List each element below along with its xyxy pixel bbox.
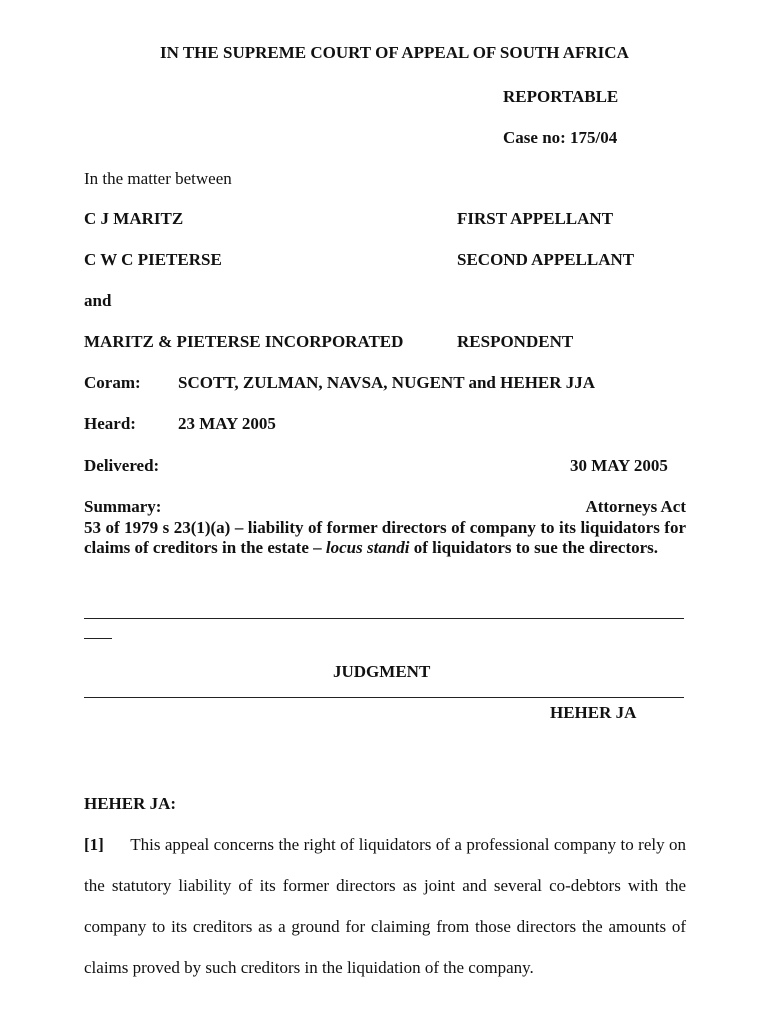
summary-label: Summary: <box>84 497 162 516</box>
coram-value: SCOTT, ZULMAN, NAVSA, NUGENT and HEHER JJA <box>178 373 596 392</box>
matter-intro: In the matter between <box>84 169 232 188</box>
paragraph-1 <box>84 824 686 988</box>
reportable-label: REPORTABLE <box>503 87 619 106</box>
summary-header <box>84 497 686 517</box>
heard-value: 23 MAY 2005 <box>178 414 276 433</box>
party-name-1: C J MARITZ <box>84 209 184 228</box>
delivered-value: 30 MAY 2005 <box>570 456 668 475</box>
party-role-2: SECOND APPELLANT <box>457 250 635 269</box>
respondent-name: MARITZ & PIETERSE INCORPORATED <box>84 332 404 351</box>
paragraph-number: [1] <box>84 835 104 854</box>
summary-act: Attorneys Act <box>585 497 686 516</box>
party-name-2: C W C PIETERSE <box>84 250 222 269</box>
divider-top-continuation <box>84 638 112 639</box>
case-number: Case no: 175/04 <box>503 128 618 147</box>
paragraph-text: This appeal concerns the right of liquidators of a professional company to rely on the statutory liability of its former directors as joint and several co-debtors with the company to its creditors as a ground for claiming from those directors the amounts of claims proved by such creditors in the liquidation of the company. <box>84 835 687 977</box>
coram-label: Coram: <box>84 373 141 392</box>
and-label: and <box>84 291 112 310</box>
respondent-role: RESPONDENT <box>457 332 574 351</box>
court-heading: IN THE SUPREME COURT OF APPEAL OF SOUTH AFRICA <box>160 43 629 62</box>
summary-text-part-1: 53 of 1979 s 23(1)(a) – liability of former directors of company to its liquidators for claims of creditors in the estate – <box>84 518 686 557</box>
judge-heading: HEHER JA: <box>84 794 177 813</box>
party-role-1: FIRST APPELLANT <box>457 209 614 228</box>
divider-bottom <box>84 697 684 698</box>
delivered-label: Delivered: <box>84 456 160 475</box>
summary-italic: locus standi <box>325 538 410 557</box>
heard-label: Heard: <box>84 414 136 433</box>
divider-top <box>84 618 684 619</box>
summary-text <box>84 518 686 558</box>
summary-text-part-2: of liquidators to sue the directors. <box>409 538 659 557</box>
judgment-title: JUDGMENT <box>333 662 431 681</box>
judge-name: HEHER JA <box>550 703 637 722</box>
